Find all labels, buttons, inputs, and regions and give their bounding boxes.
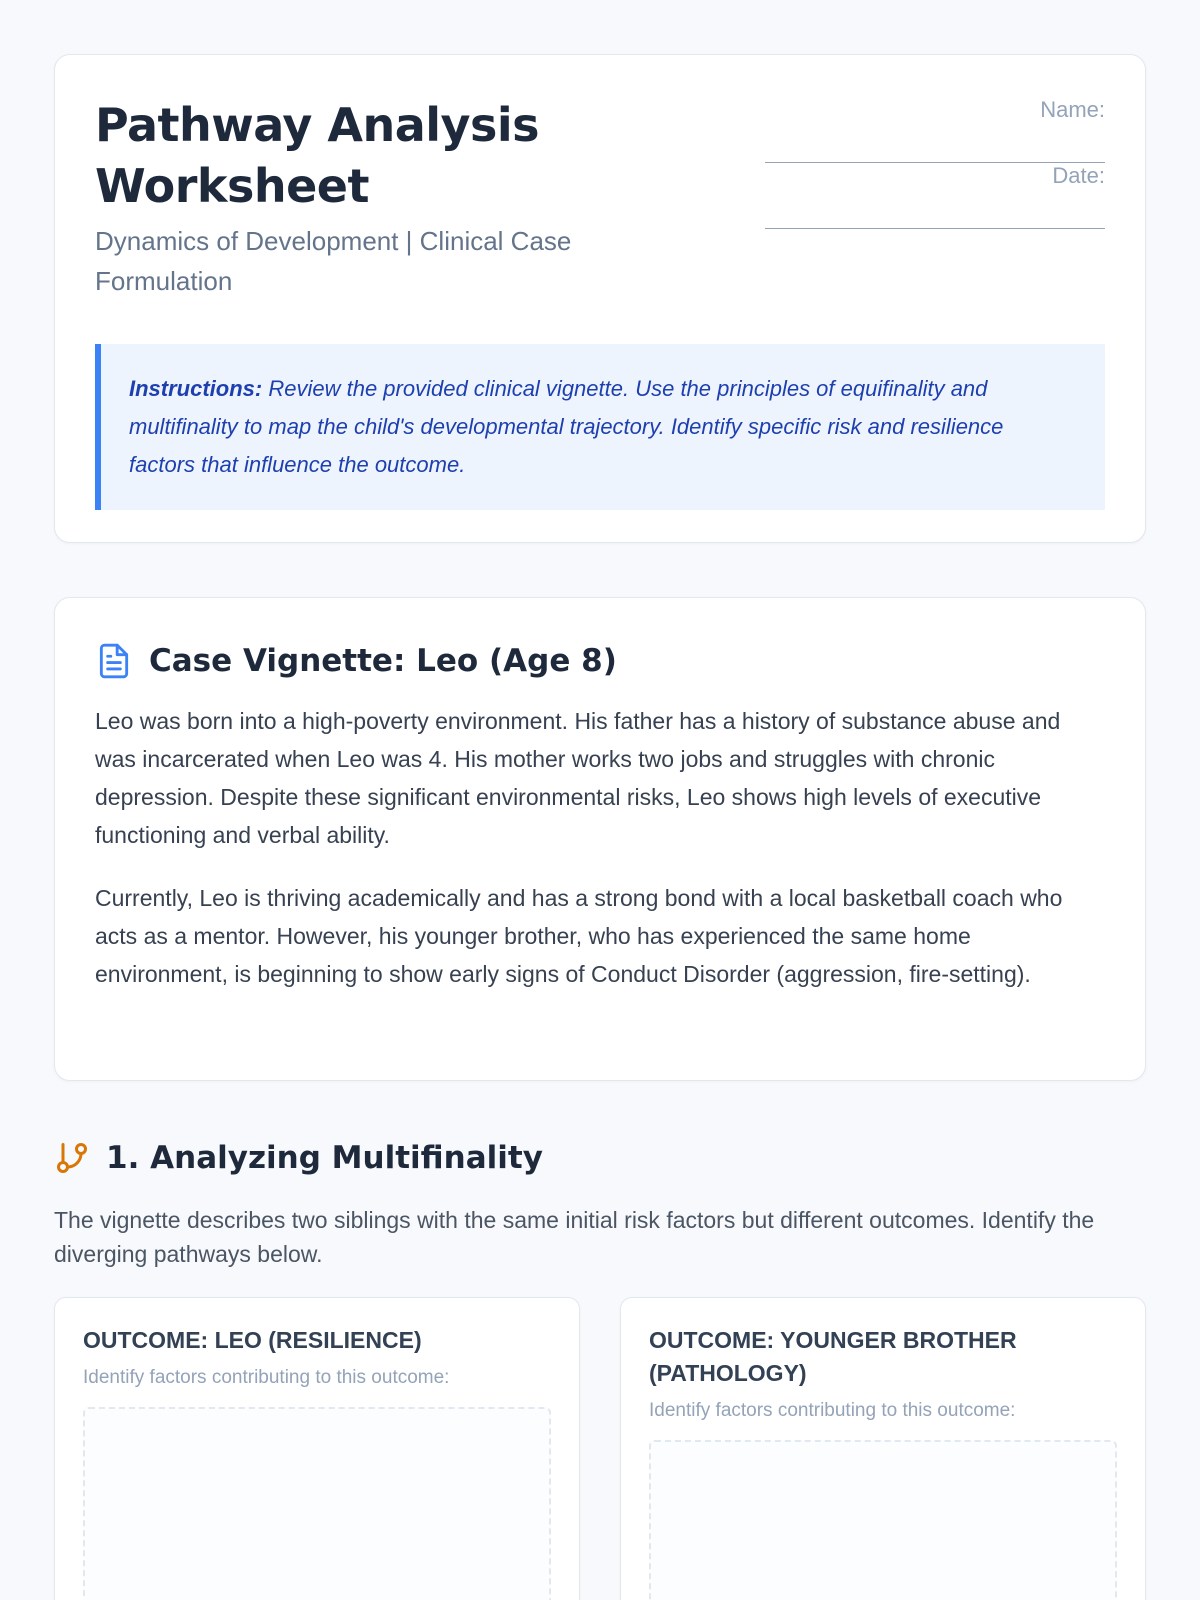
outcome-card-brother: [620, 1297, 1146, 1600]
page-title: [95, 95, 695, 217]
date-label: Date:: [1052, 163, 1105, 188]
vignette-title: Case Vignette: Leo (Age 8): [149, 643, 617, 679]
outcome-answer-box-brother[interactable]: [649, 1440, 1117, 1600]
date-field[interactable]: [765, 163, 1105, 229]
outcome-hint-leo: Identify factors contributing to this outcome:: [83, 1367, 450, 1388]
page-title-line1: Pathway Analysis: [95, 98, 540, 152]
page-subtitle-line1: Dynamics of Development | Clinical Case: [95, 226, 572, 256]
document-icon: [95, 642, 133, 680]
outcome-answer-box-leo[interactable]: [83, 1407, 551, 1600]
branch-icon: [54, 1140, 90, 1176]
outcome-title-brother: OUTCOME: YOUNGER BROTHER (PATHOLOGY): [649, 1327, 1017, 1386]
vignette-card: [54, 597, 1146, 1081]
page-title-line2: Worksheet: [95, 159, 369, 213]
outcomes-row: [54, 1297, 1146, 1600]
instructions-label: Instructions:: [129, 376, 263, 401]
outcome-hint-brother: Identify factors contributing to this outcome:: [649, 1400, 1016, 1421]
outcome-card-leo: [54, 1297, 580, 1600]
page-subtitle-line2: Formulation: [95, 266, 233, 296]
title-block: [95, 95, 695, 301]
multifinality-header: [54, 1135, 1146, 1181]
meta-fields: [765, 95, 1105, 301]
instructions-text: Review the provided clinical vignette. Use the principles of equifinality and multifinality to map the child's developmental trajectory. Identify specific risk and resilience factors that influence the outcome.: [129, 376, 1004, 477]
vignette-paragraph-2: Currently, Leo is thriving academically and has a strong bond with a local basketball coach who acts as a mentor. However, his younger brother, who has experienced the same home environment, is beginning to show early signs of Conduct Disorder (aggression, fire-setting).: [95, 885, 1063, 987]
name-field[interactable]: [765, 97, 1105, 163]
header-card: [54, 54, 1146, 543]
page-subtitle: [95, 221, 695, 301]
name-label: Name:: [1040, 97, 1105, 122]
instructions-box: [95, 344, 1105, 510]
multifinality-description: The vignette describes two siblings with the same initial risk factors but different outcomes. Identify the diverging pathways below.: [54, 1207, 1095, 1267]
header-top: [95, 95, 1105, 301]
vignette-paragraph-1: Leo was born into a high-poverty environment. His father has a history of substance abuse and was incarcerated when Leo was 4. His mother works two jobs and struggles with chronic depression. Despite these significant environmental risks, Leo shows high levels of executive functioning and verbal ability.: [95, 708, 1061, 848]
multifinality-title: 1. Analyzing Multifinality: [106, 1140, 543, 1176]
multifinality-section: [54, 1135, 1146, 1600]
vignette-body: [95, 702, 1105, 993]
outcome-title-leo: OUTCOME: LEO (RESILIENCE): [83, 1327, 422, 1353]
vignette-header: [95, 638, 1105, 684]
